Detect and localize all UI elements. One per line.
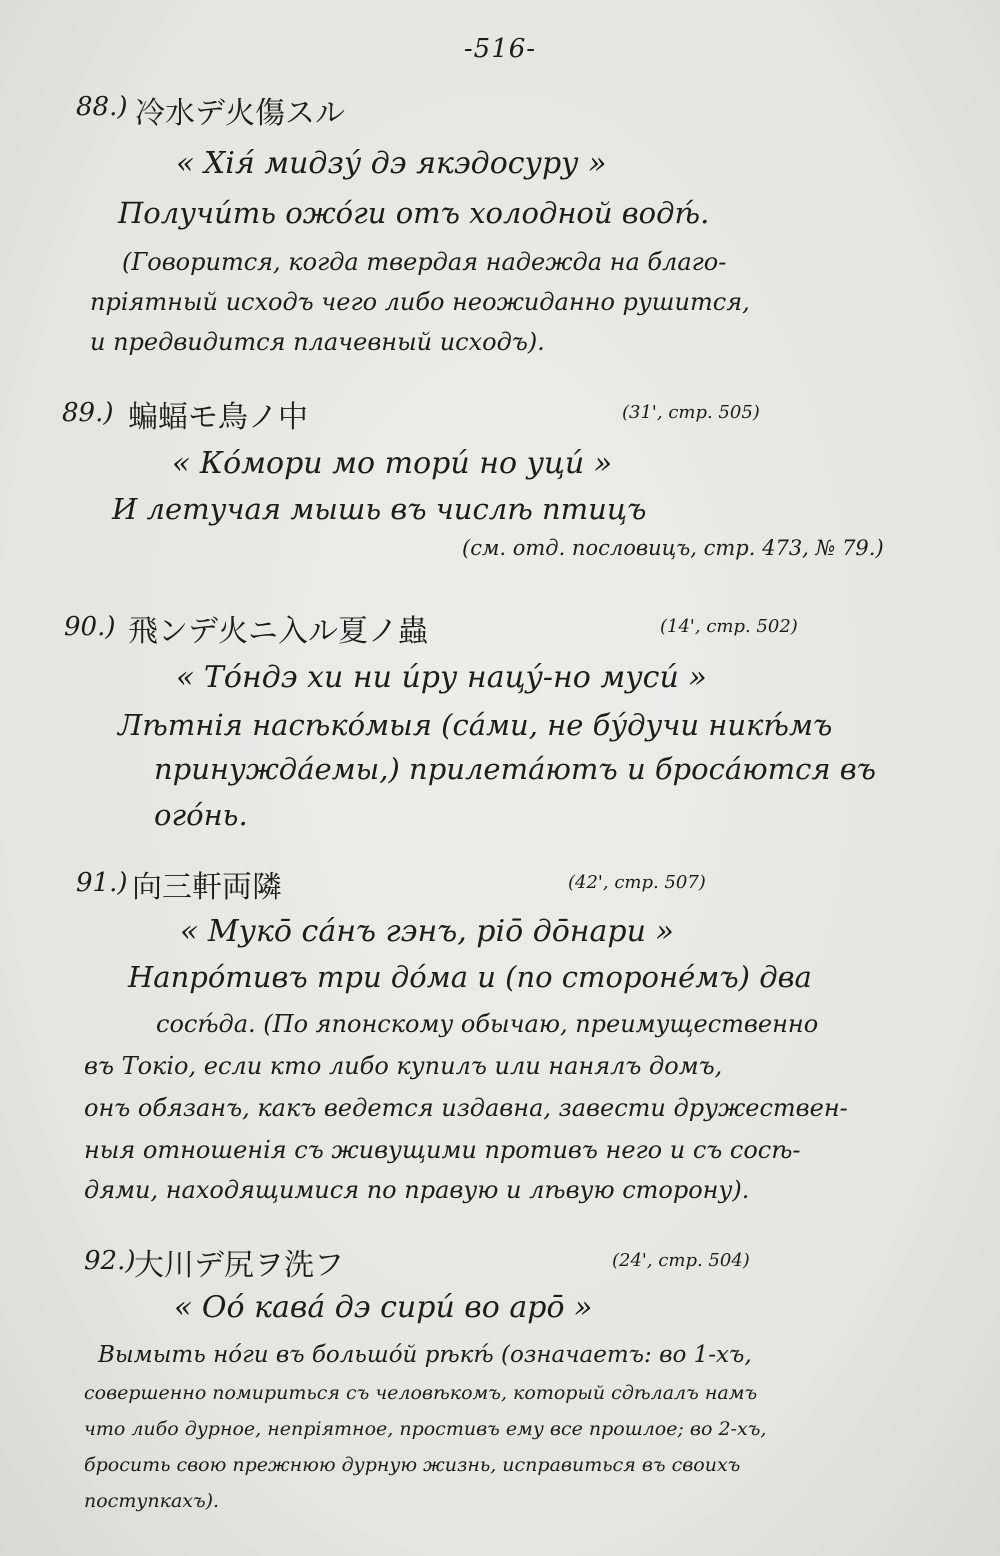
japanese-proverb: 向三軒両隣 bbox=[132, 870, 282, 905]
reference: (14', стр. 502) bbox=[660, 616, 798, 637]
translation: И летучая мышь въ числѣ птицъ bbox=[112, 492, 647, 526]
comment-line: огóнь. bbox=[154, 798, 248, 832]
entry-number: 89.) bbox=[62, 398, 114, 428]
reference: (31', стр. 505) bbox=[622, 402, 760, 423]
romanization: « Ко́мори мо тори́ но уци́ » bbox=[172, 446, 613, 481]
page-number: -516- bbox=[463, 34, 537, 64]
translation: Вымыть но́ги въ большо́й рѣкѣ́ (означаетъ: во 1-хъ, bbox=[98, 1342, 752, 1368]
japanese-proverb: 大川デ尻ヲ洗フ bbox=[134, 1248, 344, 1283]
comment-line: (см. отд. пословицъ, стр. 473, № 79.) bbox=[462, 536, 884, 560]
translation: Получи́ть ожо́ги отъ холодной водѣ́. bbox=[118, 196, 710, 230]
entry-number: 90.) bbox=[64, 612, 116, 642]
reference: (24', стр. 504) bbox=[612, 1250, 750, 1271]
romanization: « Оо́ кава́ дэ сири́ во аро̄ » bbox=[174, 1290, 593, 1325]
romanization: « То́ндэ хи ни и́ру нацу́-но муси́ » bbox=[176, 660, 707, 695]
comment-line: (Говорится, когда твердая надежда на благо- bbox=[122, 248, 727, 276]
comment-line: совершенно помириться съ человѣкомъ, который сдѣлалъ намъ bbox=[84, 1382, 758, 1404]
entry-number: 88.) bbox=[76, 92, 128, 122]
entry-number: 91.) bbox=[76, 868, 128, 898]
translation: Лѣтнія насѣко́мыя (са́ми, не бу́дучи никѣ́мъ bbox=[118, 708, 833, 742]
comment-line: и предвидится плачевный исходъ). bbox=[90, 328, 545, 356]
comment-line: дями, находящимися по правую и лѣвую сторону). bbox=[84, 1176, 750, 1204]
romanization: « Муко̄ са́нъ гэнъ, ріō до̄нари » bbox=[180, 914, 674, 949]
comment-line: поступкахъ). bbox=[84, 1490, 220, 1512]
romanization: « Хія́ мидзу́ дэ якэдосуру » bbox=[176, 146, 607, 181]
comment-line: что либо дурное, непріятное, простивъ ему все прошлое; во 2-хъ, bbox=[84, 1418, 767, 1440]
comment-line: пріятный исходъ чего либо неожиданно рушится, bbox=[90, 288, 750, 316]
comment-line: въ Токіо, если кто либо купилъ или нанялъ домъ, bbox=[84, 1052, 723, 1080]
japanese-proverb: 冷水デ火傷スル bbox=[135, 96, 345, 131]
comment-line: принужда́емы,) прилета́ютъ и броса́ются въ bbox=[154, 752, 877, 786]
translation: Напро́тивъ три до́ма и (по стороне́мъ) два bbox=[128, 960, 812, 994]
reference: (42', стр. 507) bbox=[568, 872, 706, 893]
comment-line: онъ обязанъ, какъ ведется издавна, завести дружествен- bbox=[84, 1094, 848, 1122]
japanese-proverb: 蝙蝠モ鳥ノ中 bbox=[128, 400, 308, 435]
comment-line: бросить свою прежнюю дурную жизнь, исправиться въ своихъ bbox=[84, 1454, 741, 1476]
entry-number: 92.) bbox=[84, 1246, 136, 1276]
comment-line: ныя отношенія съ живущими противъ него и съ сосѣ- bbox=[84, 1136, 801, 1164]
japanese-proverb: 飛ンデ火ニ入ル夏ノ蟲 bbox=[128, 614, 428, 649]
comment-line: сосѣ́да. (По японскому обычаю, преимущественно bbox=[156, 1010, 819, 1038]
